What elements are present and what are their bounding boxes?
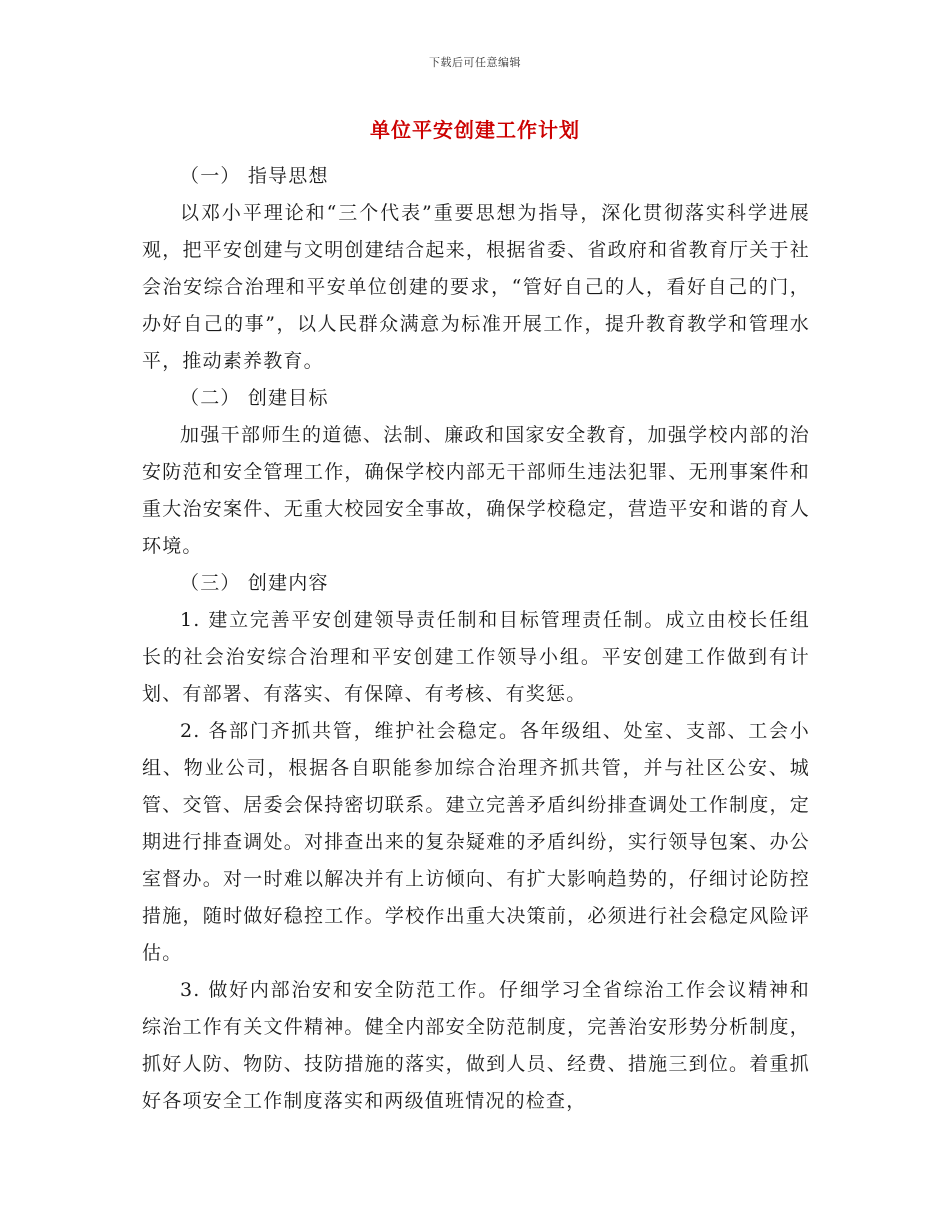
paragraph-item-2: 2. 各部门齐抓共管，维护社会稳定。各年级组、处室、支部、工会小组、物业公司，根据各自职能参加综合治理齐抓共管，并与社区公安、城管、交管、居委会保持密切联系。建立完善矛盾纠纷排查调处工作制度，定期进行排查调处。对排查出来的复杂疑难的矛盾纠纷，实行领导包案、办公室督办。对一时难以解决并有上访倾向、有扩大影响趋势的，仔细讨论防控措施，随时做好稳控工作。学校作出重大决策前，必须进行社会稳定风险评估。 [142,720,810,964]
paragraph-item-1: 1. 建立完善平安创建领导责任制和目标管理责任制。成立由校长任组长的社会治安综合治理和平安创建工作领导小组。平安创建工作做到有计划、有部署、有落实、有保障、有考核、有奖惩。 [142,609,810,705]
section-heading-goals: （二） 创建目标 [180,387,329,409]
paragraph-item-3: 3. 做好内部治安和安全防范工作。仔细学习全省综治工作会议精神和综治工作有关文件精神。健全内部安全防范制度，完善治安形势分析制度，抓好人防、物防、技防措施的落实，做到人员、经费、措施三到位。着重抓好各项安全工作制度落实和两级值班情况的检查， [142,979,810,1112]
paragraph-goals: 加强干部师生的道德、法制、廉政和国家安全教育，加强学校内部的治安防范和安全管理工作，确保学校内部无干部师生违法犯罪、无刑事案件和重大治安案件、无重大校园安全事故，确保学校稳定，营造平安和谐的育人环境。 [142,424,810,557]
document-title: 单位平安创建工作计划 [370,118,580,142]
document-body [142,158,810,1120]
section-heading-content: （三） 创建内容 [180,572,329,594]
paragraph-guiding-thought: 以邓小平理论和“三个代表”重要思想为指导，深化贯彻落实科学进展观，把平安创建与文明创建结合起来，根据省委、省政府和省教育厅关于社会治安综合治理和平安单位创建的要求，“管好自己的人，看好自己的门，办好自己的事”，以人民群众满意为标准开展工作，提升教育教学和管理水平，推动素养教育。 [142,202,810,372]
section-heading-guiding-thought: （一） 指导思想 [180,165,329,187]
header-note: 下载后可任意编辑 [429,56,521,69]
